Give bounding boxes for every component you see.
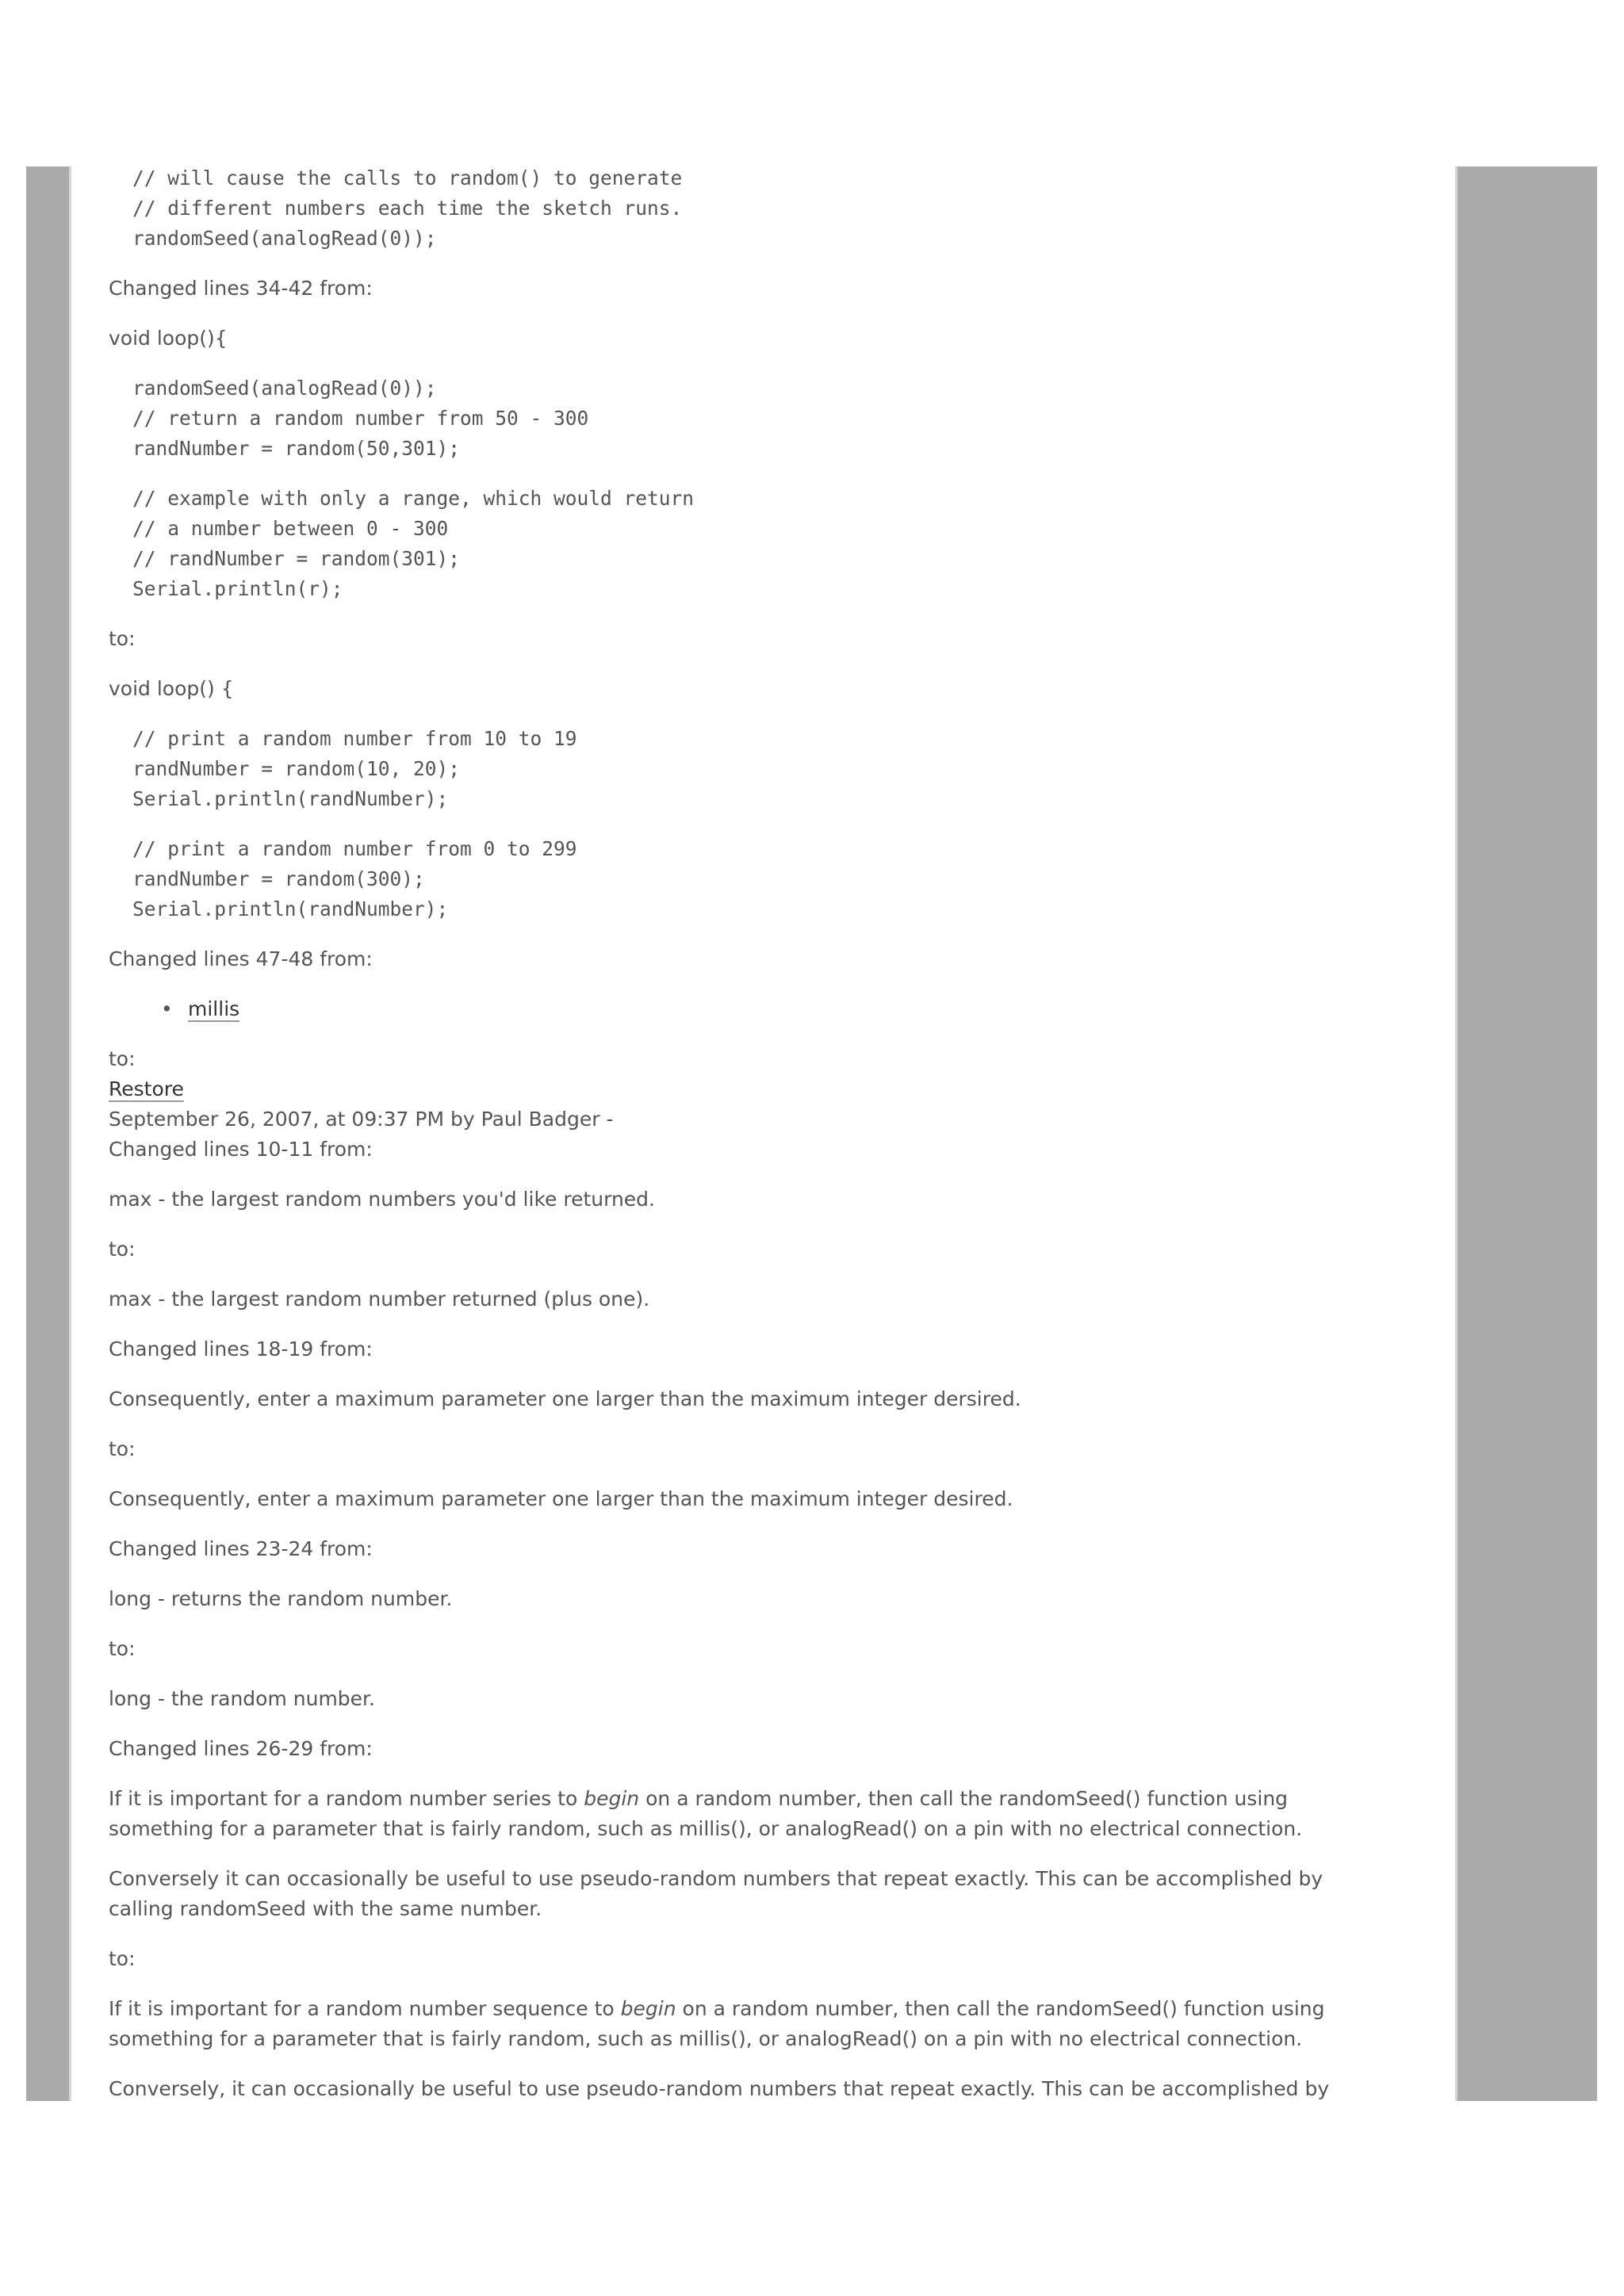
important-old-paragraph: If it is important for a random number series to begin on a random number, then call the randomSeed() function using something for a parameter that is fairly random, such as millis(), or analogRead() on a pin with no electrical connection. — [109, 1787, 1303, 1840]
diff-heading-23-24: Changed lines 23-24 from: — [109, 1537, 373, 1560]
code-block-new-1: // print a random number from 10 to 19 randNumber = random(10, 20); Serial.println(randNumber); — [132, 727, 577, 810]
millis-link[interactable]: millis — [188, 997, 240, 1020]
revision-meta: September 26, 2007, at 09:37 PM by Paul Badger - — [109, 1108, 614, 1131]
new-loop-signature: void loop() { — [109, 677, 234, 700]
diff-heading-10-11: Changed lines 10-11 from: — [109, 1138, 373, 1161]
long-new-text: long - the random number. — [109, 1687, 375, 1710]
code-block-randomseed-intro: // will cause the calls to random() to generate // different numbers each time the sketch runs. randomSeed(analogRead(0)); — [132, 166, 683, 250]
to-label: to: — [109, 1947, 136, 1970]
to-label: to: — [109, 1047, 136, 1070]
max-old-text: max - the largest random numbers you'd like returned. — [109, 1188, 656, 1211]
conversely-new-paragraph: Conversely, it can occasionally be useful to use pseudo-random numbers that repeat exactly. This can be accomplished by — [109, 2077, 1330, 2100]
consequently-new-text: Consequently, enter a maximum parameter one larger than the maximum integer desired. — [109, 1487, 1013, 1510]
begin-emphasis: begin — [584, 1787, 640, 1810]
list-item — [109, 994, 1377, 1024]
consequently-old-text: Consequently, enter a maximum parameter one larger than the maximum integer dersired. — [109, 1387, 1021, 1410]
code-block-old-1: randomSeed(analogRead(0)); // return a random number from 50 - 300 randNumber = random(50,301); — [132, 377, 589, 460]
diff-heading-18-19: Changed lines 18-19 from: — [109, 1337, 373, 1360]
code-block-old-2: // example with only a range, which would return // a number between 0 - 300 // randNumber = random(301); Serial.println(r); — [132, 487, 695, 600]
diff-heading-34-42: Changed lines 34-42 from: — [109, 277, 373, 300]
related-list — [109, 994, 1377, 1024]
important-new-paragraph: If it is important for a random number sequence to begin on a random number, then call the randomSeed() function using something for a parameter that is fairly random, such as millis(), or analogRead() on a pin with no electrical connection. — [109, 1997, 1325, 2050]
max-new-text: max - the largest random number returned (plus one). — [109, 1288, 650, 1311]
to-label: to: — [109, 1238, 136, 1261]
to-label: to: — [109, 1437, 136, 1460]
old-loop-signature: void loop(){ — [109, 327, 228, 350]
code-block-new-2: // print a random number from 0 to 299 randNumber = random(300); Serial.println(randNumber); — [132, 837, 577, 920]
conversely-old-paragraph: Conversely it can occasionally be useful to use pseudo-random numbers that repeat exactly. This can be accomplished by calling randomSeed with the same number. — [109, 1867, 1323, 1920]
to-label: to: — [109, 627, 136, 650]
long-old-text: long - returns the random number. — [109, 1587, 453, 1610]
restore-line — [109, 1074, 1377, 1104]
right-margin-bar — [1457, 166, 1597, 2101]
restore-link[interactable]: Restore — [109, 1077, 184, 1100]
to-label: to: — [109, 1637, 136, 1660]
diff-heading-47-48: Changed lines 47-48 from: — [109, 947, 373, 970]
page-content — [109, 163, 1377, 2124]
left-margin-bar — [26, 166, 69, 2101]
diff-heading-26-29: Changed lines 26-29 from: — [109, 1737, 373, 1760]
begin-emphasis: begin — [620, 1997, 676, 2020]
